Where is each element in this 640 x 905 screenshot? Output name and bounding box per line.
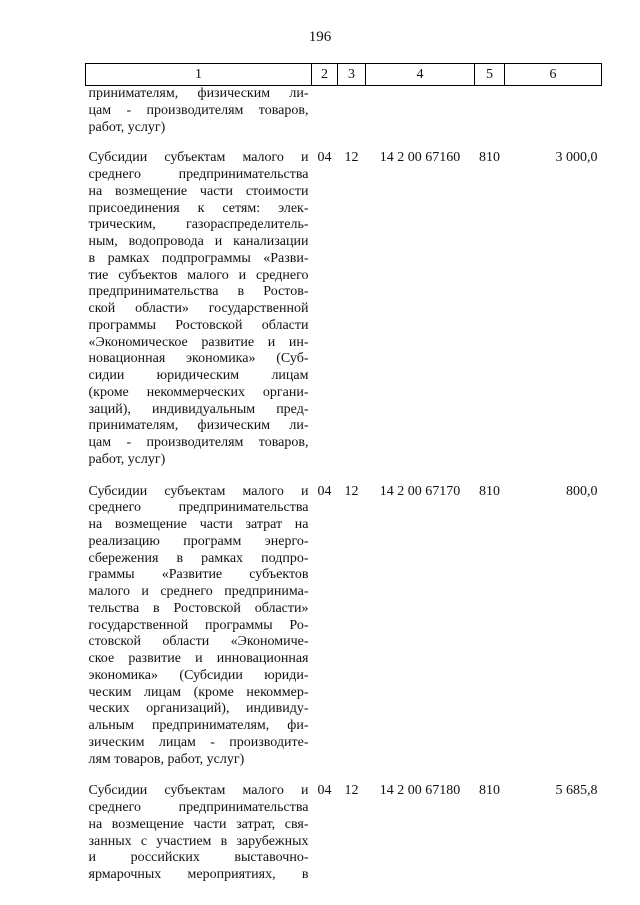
page-number: 196	[308, 29, 332, 45]
table-row	[86, 146, 602, 479]
row-section-code: 04	[317, 150, 332, 166]
row-amount: 800,0	[566, 483, 598, 499]
description-line: и российских выставочно-	[88, 850, 309, 866]
table-row	[86, 779, 602, 895]
row-subsection-code: 12	[344, 150, 359, 166]
row-section-code: 04	[317, 783, 332, 799]
description-line: ческим лицам (кроме некоммер-	[88, 684, 309, 700]
column-header-4: 4	[366, 64, 475, 86]
description-line: цам - производителям товаров,	[88, 102, 309, 118]
row-description	[86, 146, 312, 479]
description-line: сбережения в рамках подпро-	[88, 550, 309, 566]
table-row-continued	[86, 86, 602, 147]
description-line: альным предпринимателям, фи-	[88, 718, 309, 733]
row-description	[86, 86, 312, 147]
column-header-1: 1	[86, 64, 312, 86]
description-line: работ, услуг)	[88, 119, 166, 135]
description-line: принимателям, физическим ли-	[88, 418, 309, 434]
row-subsection-code: 12	[344, 783, 359, 799]
description-line: среднего предпринимательства	[88, 800, 309, 815]
description-line: на возмещение части затрат на	[88, 517, 309, 532]
row-col-6	[505, 86, 602, 147]
row-description	[86, 480, 312, 780]
description-line: ярмарочных мероприятиях, в	[88, 867, 309, 882]
description-line: «Экономическое развитие и ин-	[88, 334, 309, 350]
description-line: малого и среднего предпринима-	[88, 584, 309, 599]
description-line: Субсидии субъектам малого и	[88, 150, 309, 166]
description-line: присоединения к сетям: элек-	[88, 200, 309, 216]
row-expense-type: 810	[479, 783, 500, 799]
column-header-5: 5	[475, 64, 505, 86]
description-line: принимателям, физическим ли-	[88, 86, 309, 101]
description-line: новационная экономика» (Суб-	[88, 351, 309, 367]
column-header-6: 6	[505, 64, 602, 86]
description-line: лям товаров, работ, услуг)	[88, 751, 245, 767]
table-header-row	[86, 64, 602, 86]
description-line: работ, услуг)	[88, 451, 166, 467]
row-col-2	[312, 86, 338, 147]
description-line: в рамках подпрограммы «Разви-	[88, 250, 309, 266]
description-line: ской области» государственной	[88, 301, 309, 316]
description-line: зическим лицам - производите-	[88, 734, 309, 750]
row-col-4	[366, 86, 475, 147]
row-amount: 5 685,8	[555, 783, 598, 799]
description-line: среднего предпринимательства	[88, 500, 309, 516]
description-line: государственной программы Ро-	[88, 617, 309, 633]
column-header-3: 3	[338, 64, 366, 86]
description-line: стовской области «Экономиче-	[88, 634, 309, 650]
row-section-code: 04	[317, 483, 332, 499]
description-line: на возмещение части стоимости	[88, 183, 309, 199]
budget-table	[85, 63, 602, 895]
description-line: граммы «Развитие субъектов	[88, 567, 309, 583]
description-line: тие субъектов малого и среднего	[88, 267, 309, 283]
row-col-3	[338, 86, 366, 147]
row-target-code: 14 2 00 67170	[379, 483, 461, 499]
description-line: ным, водопровода и канализации	[88, 234, 309, 249]
description-line: программы Ростовской области	[88, 317, 309, 333]
description-line: трическим, газораспределитель-	[88, 217, 309, 233]
description-line: предпринимательства в Ростов-	[88, 284, 309, 300]
description-line: сидии юридическим лицам	[88, 368, 309, 383]
description-line: ческих организаций), индивиду-	[88, 701, 309, 717]
description-line: ское развитие и инновационная	[88, 651, 309, 666]
description-line: экономика» (Субсидии юриди-	[88, 667, 309, 683]
row-amount: 3 000,0	[555, 150, 598, 166]
row-col-5	[475, 86, 505, 147]
description-line: на возмещение части затрат, свя-	[88, 816, 309, 832]
table-row	[86, 480, 602, 780]
row-expense-type: 810	[479, 150, 500, 166]
row-description	[86, 779, 312, 895]
description-line: цам - производителям товаров,	[88, 435, 309, 450]
description-line: (кроме некоммерческих органи-	[88, 384, 309, 400]
row-subsection-code: 12	[344, 483, 359, 499]
description-line: среднего предпринимательства	[88, 167, 309, 182]
column-header-2: 2	[312, 64, 338, 86]
description-line: заций), индивидуальным пред-	[88, 401, 309, 417]
description-line: тельства в Ростовской области»	[88, 600, 309, 616]
description-line: занных с участием в зарубежных	[88, 833, 309, 849]
row-target-code: 14 2 00 67160	[379, 150, 461, 166]
row-expense-type: 810	[479, 483, 500, 499]
description-line: Субсидии субъектам малого и	[88, 783, 309, 799]
description-line: Субсидии субъектам малого и	[88, 483, 309, 499]
description-line: реализацию программ энерго-	[88, 533, 309, 549]
row-target-code: 14 2 00 67180	[379, 783, 461, 799]
